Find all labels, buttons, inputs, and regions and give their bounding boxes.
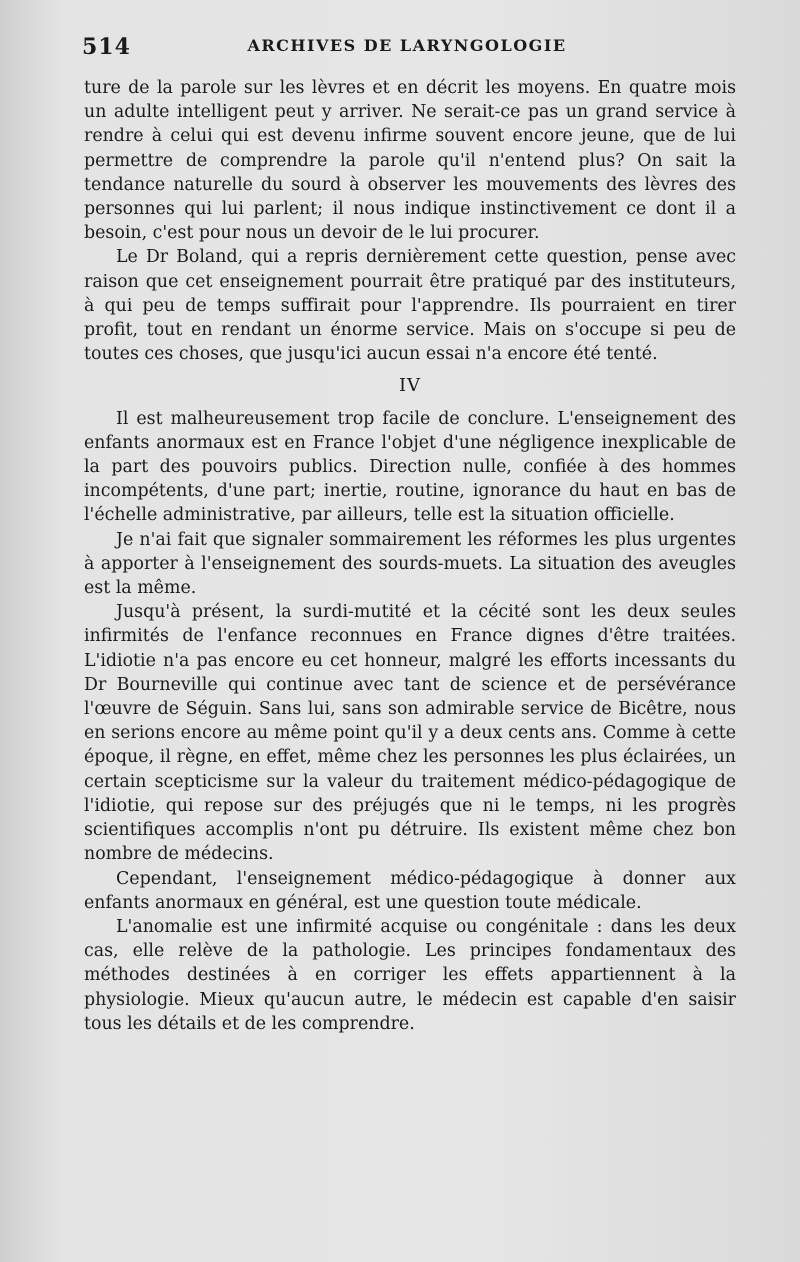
body-text [84,76,736,1036]
paragraph: Il est malheureusement trop facile de conclure. L'enseignement des enfants anormaux est en France l'objet d'une négligence inexplicable de la part des pouvoirs publics. Direction nulle, confiée à des hommes incompétents, d'une part; inertie, routine, ignorance du haut en bas de l'échelle administrative, par ailleurs, telle est la situation officielle. [84,408,736,526]
page-number: 514 [82,34,131,60]
paragraph: ture de la parole sur les lèvres et en décrit les moyens. En quatre mois un adulte intelligent peut y arriver. Ne serait-ce pas un grand service à rendre à celui qui est devenu infirme souvent encore jeune, que de lui permettre de comprendre la parole qu'il n'entend plus? On sait la tendance naturelle du sourd à observer les mouvements des lèvres des personnes qui lui parlent; il nous indique instinctivement ce dont il a besoin, c'est pour nous un devoir de le lui procurer. [84,78,736,244]
section-heading: IV [398,375,422,397]
paragraph: Jusqu'à présent, la surdi-mutité et la cécité sont les deux seules infirmités de l'enfance reconnues en France dignes d'être traitées. L'idiotie n'a pas encore eu cet honneur, malgré les efforts incessants du Dr Bourneville qui continue avec tant de science et de persévérance l'œuvre de Séguin. Sans lui, sans son admirable service de Bicêtre, nous en serions encore au même point qu'il y a deux cents ans. Comme à cette époque, il règne, en effet, même chez les personnes les plus éclairées, un certain scepticisme sur la valeur du traitement médico-pédagogique de l'idiotie, qui repose sur des préjugés que ni le temps, ni les progrès scientifiques accomplis n'ont pu détruire. Ils existent même chez bon nombre de médecins. [84,602,736,865]
paragraph: Cependant, l'enseignement médico-pédagogique à donner aux enfants anormaux en général, est une question toute médicale. [84,868,736,913]
paragraph: Je n'ai fait que signaler sommairement les réformes les plus urgentes à apporter à l'enseignement des sourds-muets. La situation des aveugles est la même. [84,529,736,599]
paragraph: Le Dr Boland, qui a repris dernièrement cette question, pense avec raison que cet enseignement pourrait être pratiqué par des instituteurs, à qui peu de temps suffirait pour l'apprendre. Ils pourraient en tirer profit, tout en rendant un énorme service. Mais on s'occupe si peu de toutes ces choses, que jusqu'ici aucun essai n'a encore été tenté. [84,247,736,365]
running-title: ARCHIVES DE LARYNGOLOGIE [247,36,567,55]
page-header [82,34,732,64]
paragraph: L'anomalie est une infirmité acquise ou congénitale : dans les deux cas, elle relève de la pathologie. Les principes fondamentaux des méthodes destinées à en corriger les effets appartiennent à la physiologie. Mieux qu'aucun autre, le médecin est capable d'en saisir tous les détails et de les comprendre. [84,916,736,1034]
